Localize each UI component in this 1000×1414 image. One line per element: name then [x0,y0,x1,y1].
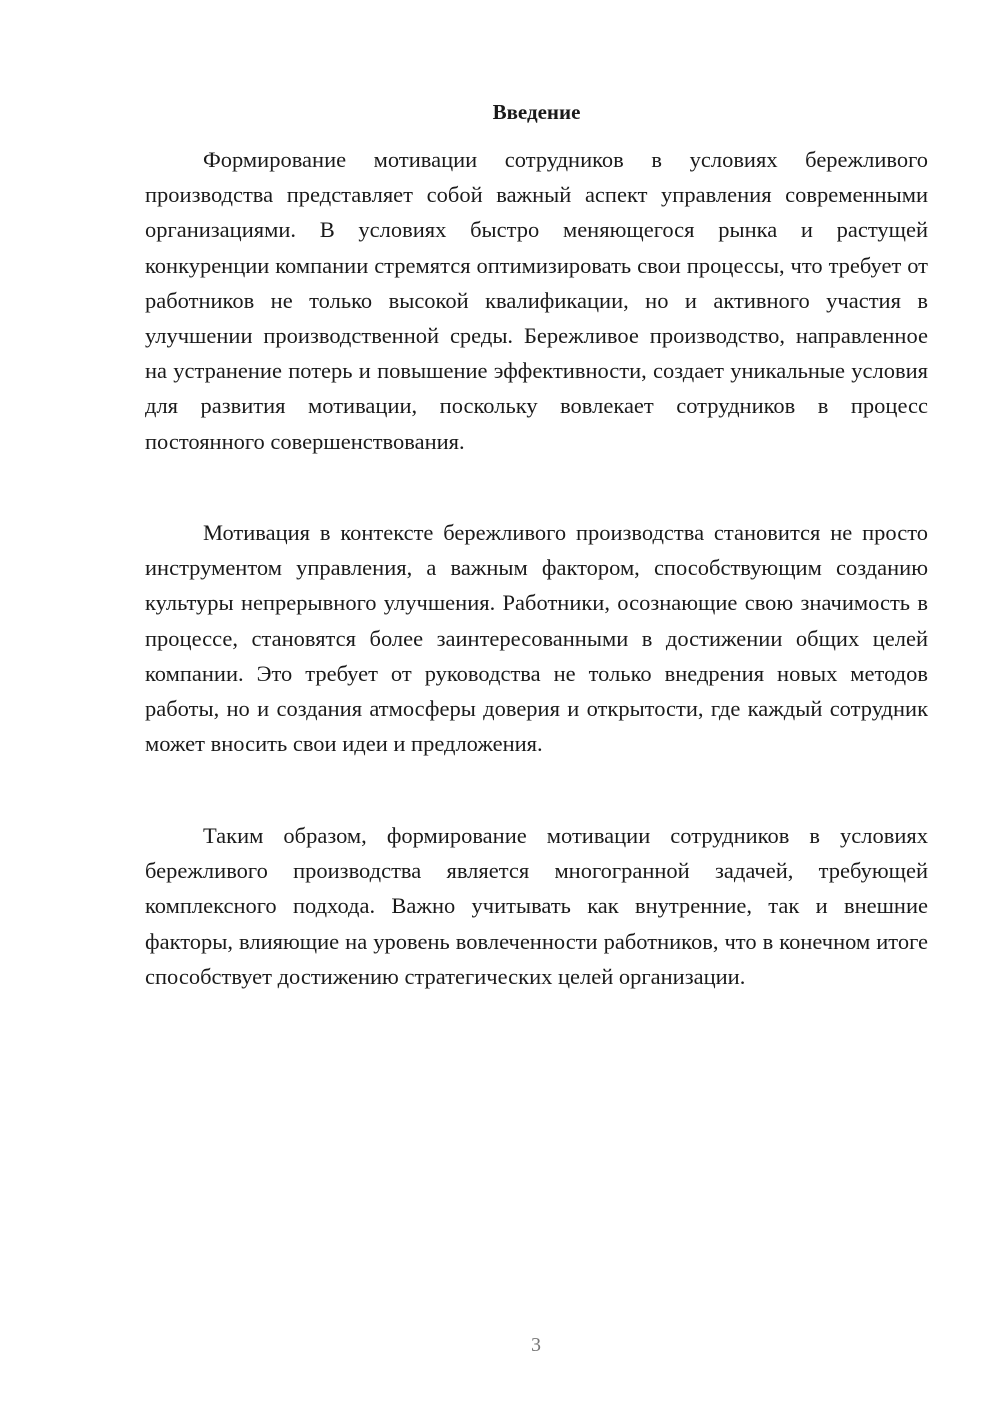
paragraph-block-1 [145,142,928,459]
paragraph: Таким образом, формирование мотивации сотрудников в условиях бережливого производства является многогранной задачей, требующей комплексного подхода. Важно учитывать как внутренние, так и внешние факторы, влияющие на уровень вовлеченности работников, что в конечном итоге способствует достижению стратегических целей организации. [145,823,928,989]
paragraph-block-2 [145,515,928,761]
paragraph-block-3 [145,818,928,994]
paragraph: Мотивация в контексте бережливого производства становится не просто инструментом управления, а важным фактором, способствующим созданию культуры непрерывного улучшения. Работники, осознающие свою значимость в процессе, становятся более заинтересованными в достижении общих целей компании. Это требует от руководства не только внедрения новых методов работы, но и создания атмосферы доверия и открытости, где каждый сотрудник может вносить свои идеи и предложения. [145,520,928,757]
paragraph: Формирование мотивации сотрудников в условиях бережливого производства представляет собой важный аспект управления современными организациями. В условиях быстро меняющегося рынка и растущей конкуренции компании стремятся оптимизировать свои процессы, что требует от работников не только высокой квалификации, но и активного участия в улучшении производственной среды. Бережливое производство, направленное на устранение потерь и повышение эффективности, создает уникальные условия для развития мотивации, поскольку вовлекает сотрудников в процесс постоянного совершенствования. [145,147,928,454]
page-number: 3 [531,1334,541,1356]
section-title: Введение [492,100,581,124]
